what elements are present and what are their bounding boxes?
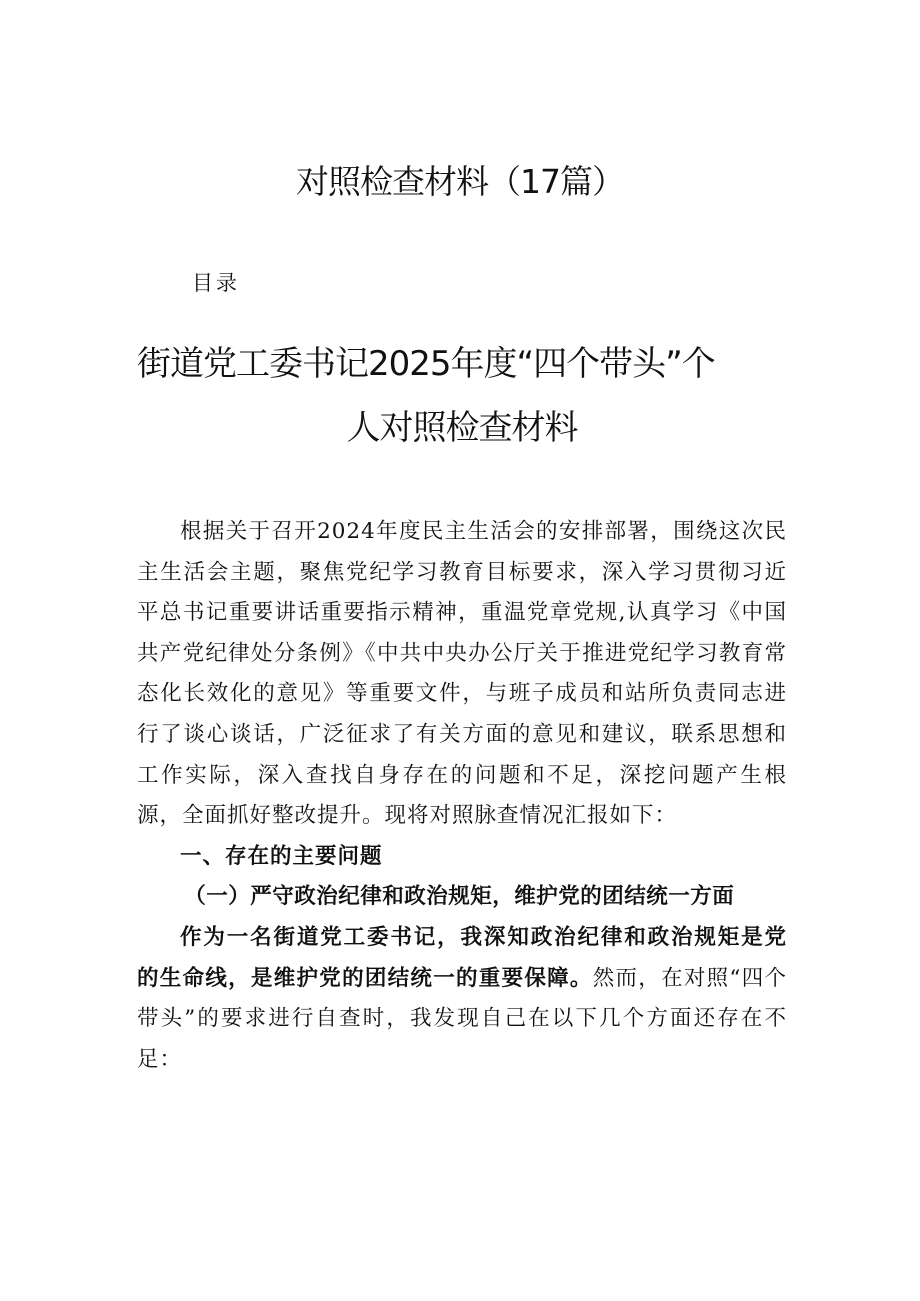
article-title <box>137 336 787 464</box>
article-title-line-1: 街道党工委书记2025年度“四个带头”个 <box>137 344 715 384</box>
article-title-line-2: 人对照检查材料 <box>346 408 578 448</box>
section-heading: 一、存在的主要问题 <box>180 843 383 869</box>
document-title: 对照检查材料（17篇） <box>296 162 624 201</box>
subsection-heading: （一）严守政治纪律和政治规矩，维护党的团结统一方面 <box>184 884 735 910</box>
body-paragraph-rest: 然而，在对照“四个带头”的要求进行自查时，我发现自己在以下几个方面还存在不足： <box>137 965 787 1072</box>
body-paragraph <box>137 918 787 1080</box>
article-body <box>137 512 787 1080</box>
toc-label: 目录 <box>192 271 240 295</box>
body-paragraph-bold-lead: 作为一名街道党工委书记，我深知政治纪律和政治规矩是党的生命线，是维护党的团结统一的重要保障。 <box>137 924 787 991</box>
intro-paragraph: 根据关于召开2024年度民主生活会的安排部署，围绕这次民主生活会主题，聚焦党纪学习教育目标要求，深入学习贯彻习近平总书记重要讲话重要指示精神，重温党章党规,认真学习《中国共产党纪律处分条例》《中共中央办公厅关于推进党纪学习教育常态化长效化的意见》等重要文件，与班子成员和站所负责同志进行了谈心谈话，广泛征求了有关方面的意见和建议，联系思想和工作实际，深入查找自身存在的问题和不足，深挖问题产生根源，全面抓好整改提升。现将对照脉查情况汇报如下： <box>137 519 787 829</box>
